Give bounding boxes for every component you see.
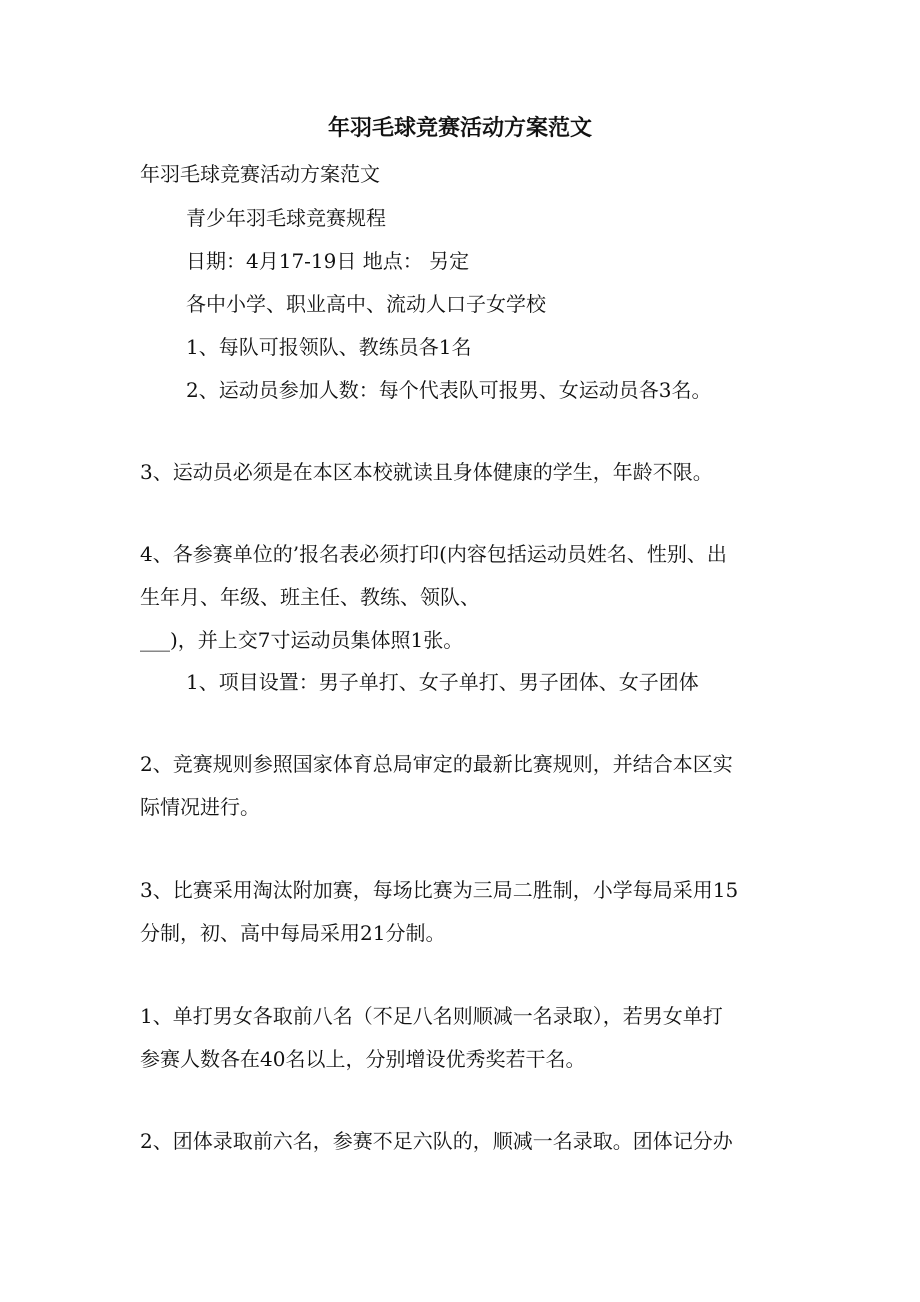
competition-rules-line-1: 2、竞赛规则参照国家体育总局审定的最新比赛规则，并结合本区实 [140, 752, 733, 776]
date-location-line: 日期：4月17-19日 地点： 另定 [186, 249, 470, 273]
rule-item-4-line-1: 4、各参赛单位的’报名表必须打印(内容包括运动员姓名、性别、出 [140, 542, 727, 566]
rule-item-1: 1、每队可报领队、教练员各1名 [186, 335, 472, 359]
participants-line: 各中小学、职业高中、流动人口子女学校 [186, 292, 546, 316]
regulation-heading: 青少年羽毛球竞赛规程 [186, 206, 386, 230]
document-subtitle: 年羽毛球竞赛活动方案范文 [140, 162, 380, 186]
team-award-line-1: 2、团体录取前六名，参赛不足六队的，顺减一名录取。团体记分办 [140, 1129, 733, 1153]
rule-item-2: 2、运动员参加人数：每个代表队可报男、女运动员各3名。 [186, 378, 712, 402]
match-format-line-1: 3、比赛采用淘汰附加赛，每场比赛为三局二胜制，小学每局采用15 [140, 878, 739, 902]
document-title: 年羽毛球竞赛活动方案范文 [327, 115, 592, 141]
rule-item-4-line-2: 生年月、年级、班主任、教练、领队、 [140, 585, 480, 609]
event-setup-line: 1、项目设置：男子单打、女子单打、男子团体、女子团体 [186, 670, 699, 694]
competition-rules-line-2: 际情况进行。 [140, 795, 260, 819]
singles-award-line-2: 参赛人数各在40名以上，分别增设优秀奖若干名。 [140, 1047, 586, 1071]
rule-item-3: 3、运动员必须是在本区本校就读且身体健康的学生，年龄不限。 [140, 460, 713, 484]
singles-award-line-1: 1、单打男女各取前八名（不足八名则顺减一名录取），若男女单打 [140, 1004, 723, 1028]
match-format-line-2: 分制，初、高中每局采用21分制。 [140, 921, 446, 945]
rule-item-4-line-3: ___)，并上交7寸运动员集体照1张。 [140, 628, 464, 652]
